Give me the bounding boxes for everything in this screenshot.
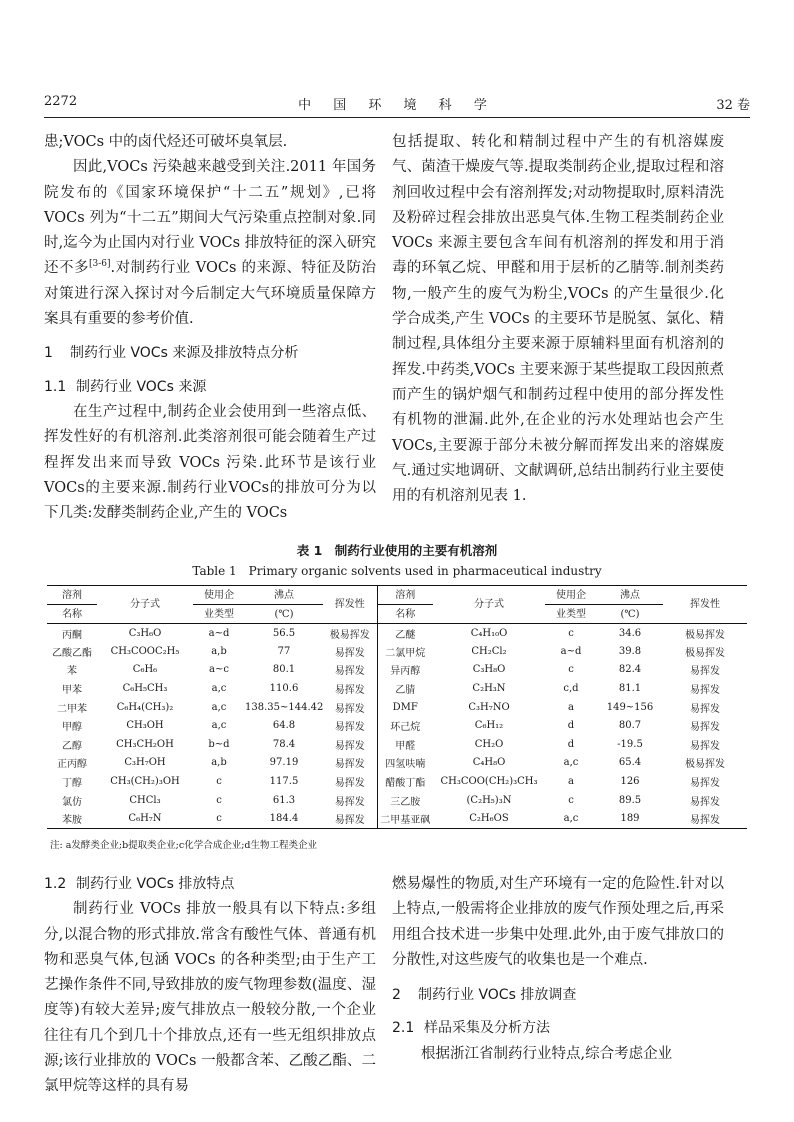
table-row — [47, 754, 747, 773]
table-cell-boiling-point: 64.8 — [272, 720, 296, 732]
table-row — [47, 624, 747, 643]
table-cell-usage-type: a — [568, 701, 574, 713]
table-cell-boiling-point: 77 — [277, 645, 291, 657]
section-heading-2-1: 2.1 样品采集及分析方法 — [392, 1020, 550, 1037]
table-cell-formula: C₆H₅CH₃ — [122, 683, 168, 695]
table-cell-solvent-name: 丙酮 — [62, 629, 82, 641]
table-cell-volatility: 易挥发 — [690, 722, 720, 734]
table-cell-formula: C₆H₇N — [128, 812, 162, 824]
table-cell-boiling-point: 126 — [620, 776, 640, 788]
table-cell-solvent-name: 三乙胺 — [390, 796, 421, 808]
table-cell-solvent-name: 异丙醇 — [390, 666, 421, 678]
table-cell-boiling-point: 97.19 — [269, 757, 299, 769]
table-cell-solvent-name: 甲醇 — [62, 722, 82, 734]
table-cell-usage-type: d — [567, 738, 575, 750]
table-cell-volatility: 易挥发 — [690, 740, 720, 752]
table-cell-usage-type: c — [568, 794, 574, 806]
table-cell-boiling-point: 81.1 — [618, 683, 642, 695]
table-cell-solvent-name: 乙腈 — [395, 685, 416, 697]
paragraph: 燃易爆性的物质,对生产环境有一定的危险性.针对以上特点,一般需将企业排放的废气作预处理之后,再采用组合技术进一步集中处理.此外,由于废气排放口的分散性,对这些废气的收集也是一个难点. — [392, 876, 724, 968]
header-rule — [44, 117, 750, 118]
table-note: 注: a发酵类企业;b提取类企业;c化学合成企业;d生物工程类企业 — [50, 840, 317, 851]
running-header — [44, 94, 750, 114]
table-cell-volatility: 极易挥发 — [685, 759, 725, 771]
table-cell-usage-type: d — [567, 720, 575, 732]
table-cell-boiling-point: -19.5 — [617, 738, 643, 750]
table-cell-volatility: 易挥发 — [690, 778, 720, 790]
table-cell-volatility: 极易挥发 — [685, 629, 725, 641]
table-cell-formula: C₆H₁₂ — [474, 720, 504, 732]
table-cell-usage-type: a,c — [211, 683, 227, 695]
table-cell-formula: CH₂Cl₂ — [471, 645, 507, 657]
table-cell-formula: C₂H₃N — [472, 683, 506, 695]
table-cell-boiling-point: 89.5 — [618, 794, 642, 806]
section-heading-1: 1 制药行业 VOCs 来源及排放特点分析 — [44, 345, 299, 362]
table-cell-volatility: 易挥发 — [323, 679, 377, 698]
table-cell-usage-type: a,c — [211, 720, 227, 732]
table-cell-usage-type: a,b — [211, 645, 227, 657]
table-row — [47, 716, 747, 735]
table-cell-solvent-name: 乙醚 — [395, 629, 416, 641]
table-cell-volatility: 易挥发 — [690, 666, 720, 678]
table-cell-usage-type: a~c — [209, 664, 229, 676]
table-cell-formula: CH₃(CH₂)₃OH — [110, 776, 180, 788]
table-row — [47, 809, 747, 828]
table-cell-formula: CH₃COO(CH₂)₃CH₃ — [440, 776, 538, 788]
table-cell-formula: CH₃COOC₂H₅ — [110, 645, 180, 657]
solvents-table: 溶剂 分子式 使用企 沸点 挥发性 溶剂 分子式 使用企 沸点 挥发性 名称 业类型 (℃) 名称 业类型 (℃) 丙酮 C₃H₆O a~d 56.5 极易挥发 乙醚 C₄H₁₀O c 34.6 极易挥发 乙酸乙酯 CH₃COOC₂H₅ a,b 77 易挥发 二氯甲烷 CH₂Cl₂ a~d 39.8 极易挥发 苯 C₆H₆ a~c 80.1 易挥发 异丙醇 C₃H₈O c 82.4 易挥发 甲苯 C₆H₅CH₃ a,c 110.6 易挥发 乙腈 C₂H₃N c,d 81.1 易挥发 二甲苯 C₆H₄(CH₃)₂ a,c 138.35~144.42 易挥发 DMF C₃H₇NO a 149~156 易挥发 甲醇 CH₃OH a,c 64.8 易挥发 环己烷 C₆H₁₂ d 80.7 易挥发 乙醇 CH₃CH₂OH b~d 78.4 易挥发 甲醛 CH₂O d -19.5 易挥发 正丙醇 C₃H₇OH a,b 97.19 易挥发 四氢呋喃 C₄H₈O a,c 65.4 极易挥发 丁醇 CH₃(CH₂)₃OH c 117.5 易挥发 醋酸丁酯 CH₃COO(CH₂)₃CH₃ a 126 易挥发 氯仿 CHCl₃ c 61.3 易挥发 三乙胺 (C₂H₅)₃N c 89.5 易挥发 苯胺 C₆H₇N c 184.4 易挥发 二甲基亚砜 C₂H₆OS a,c 189 易挥发 — [47, 585, 747, 829]
table-cell-formula: CH₃OH — [126, 720, 164, 732]
table-cell-formula: C₃H₆O — [128, 627, 162, 639]
table-cell-volatility: 易挥发 — [323, 772, 377, 791]
table-cell-volatility: 易挥发 — [323, 809, 377, 828]
section-heading-2: 2 制药行业 VOCs 排放调查 — [392, 987, 577, 1004]
table-cell-formula: (C₂H₅)₃N — [466, 794, 512, 806]
table-cell-boiling-point: 34.6 — [618, 627, 642, 639]
table-cell-boiling-point: 65.4 — [618, 757, 642, 769]
left-column-top — [44, 130, 376, 526]
table-cell-usage-type: c,d — [563, 683, 579, 695]
table-cell-boiling-point: 39.8 — [618, 645, 642, 657]
table-cell-solvent-name: 乙酸乙酯 — [52, 647, 92, 659]
paragraph: 在生产过程中,制药企业会使用到一些溶点低、挥发性好的有机溶剂.此类溶剂很可能会随着生产过程挥发出来而导致 VOCs 污染.此环节是该行业VOCs的主要来源.制药行业VOCs的排放可分为以下几类:发酵类制药企业,产生的 VOCs — [44, 403, 376, 522]
table-cell-usage-type: a,c — [563, 757, 579, 769]
table-cell-usage-type: a — [568, 776, 574, 788]
left-column-bottom — [44, 872, 376, 1100]
table-cell-usage-type: c — [216, 776, 222, 788]
table-title-en: Table 1 Primary organic solvents used in pharmaceutical industry — [192, 564, 602, 578]
table-cell-volatility: 易挥发 — [323, 716, 377, 735]
table-cell-boiling-point: 61.3 — [272, 794, 296, 806]
table-cell-solvent-name: 苯胺 — [62, 814, 82, 826]
section-heading-1-2: 1.2 制药行业 VOCs 排放特点 — [44, 876, 235, 892]
table-cell-usage-type: a,c — [563, 812, 579, 824]
table-cell-volatility: 易挥发 — [690, 685, 720, 697]
table-cell-boiling-point: 189 — [620, 812, 640, 824]
table-cell-solvent-name: 氯仿 — [62, 796, 82, 808]
table-row — [47, 735, 747, 754]
paragraph: 包括提取、转化和精制过程中产生的有机溶媒废气、菌渣干燥废气等.提取类制药企业,提取过程和溶剂回收过程中会有溶剂挥发;对动物提取时,原料清洗及粉碎过程会排放出恶臭气体.生物工程类制药企业 VOCs 来源主要包含车间有机溶剂的挥发和用于消毒的环氧乙烷、甲醛和用于层析的乙腈等.制剂类药物,一般产生的废气为粉尘,VOCs 的产生量很少.化学合成类,产生 VOCs 的主要环节是脱氢、氯化、精制过程,具体组分主要来源于原辅料里面有机溶剂的挥发.中药类,VOCs 主要来源于某些提取工段因煎煮而产生的锅炉烟气和制药过程中使用的部分挥发性有机物的泄漏.此外,在企业的污水处理站也会产生VOCs,主要源于部分未被分解而挥发出来的溶媒废气.通过实地调研、文献调研,总结出制药行业主要使用的有机溶剂见表 1. — [392, 134, 724, 505]
paragraph: 制药行业 VOCs 排放一般具有以下特点:多组分,以混合物的形式排放.常含有酸性气体、普通有机物和恶臭气体,包涵 VOCs 的各种类型;由于生产工艺操作条件不同,导致排放的废气物理参数(温度、湿度等)有较大差异;废气排放点一般较分散,一个企业往往有几个到几十个排放点,还有一些无组织排放点源;该行业排放的 VOCs 一般都含苯、乙酸乙酯、二氯甲烷等这样的具有易 — [44, 901, 376, 1095]
table-cell-formula: C₆H₆ — [132, 664, 158, 676]
paragraph: 患;VOCs 中的卤代烃还可破坏臭氧层. — [44, 134, 288, 150]
table-cell-volatility: 极易挥发 — [323, 624, 377, 643]
table-row — [47, 642, 747, 661]
table-cell-boiling-point: 78.4 — [272, 738, 296, 750]
table-cell-volatility: 易挥发 — [323, 791, 377, 810]
table-cell-volatility: 易挥发 — [323, 735, 377, 754]
table-cell-usage-type: a~d — [560, 645, 582, 657]
right-column-bottom — [392, 872, 724, 1067]
table-cell-solvent-name: DMF — [392, 701, 418, 713]
table-row — [47, 772, 747, 791]
table-cell-boiling-point: 138.35~144.42 — [245, 701, 323, 713]
table-cell-volatility: 易挥发 — [690, 796, 720, 808]
table-cell-volatility: 易挥发 — [323, 754, 377, 773]
table-title-zh: 表 1 制药行业使用的主要有机溶剂 — [296, 543, 498, 558]
table-cell-usage-type: c — [216, 794, 222, 806]
table-cell-volatility: 易挥发 — [323, 661, 377, 680]
table-cell-formula: C₆H₄(CH₃)₂ — [116, 701, 174, 713]
table-cell-solvent-name: 二氯甲烷 — [385, 647, 426, 659]
table-cell-boiling-point: 80.1 — [272, 664, 296, 676]
table-cell-solvent-name: 甲苯 — [62, 685, 82, 697]
table-cell-formula: C₃H₇NO — [468, 701, 510, 713]
page-number: 2272 — [44, 94, 78, 109]
table-cell-boiling-point: 80.7 — [618, 720, 642, 732]
section-heading-1-1: 1.1 制药行业 VOCs 来源 — [44, 378, 207, 395]
table-cell-solvent-name: 二甲基亚砜 — [380, 814, 431, 826]
table-cell-boiling-point: 149~156 — [606, 701, 654, 713]
table-cell-formula: C₄H₁₀O — [470, 627, 508, 639]
table-cell-volatility: 极易挥发 — [685, 647, 725, 659]
table-cell-usage-type: b~d — [208, 738, 230, 750]
table-cell-volatility: 易挥发 — [690, 814, 720, 826]
table-cell-solvent-name: 苯 — [67, 666, 77, 678]
table-cell-formula: C₃H₇OH — [124, 757, 166, 769]
table-cell-formula: C₂H₆OS — [469, 812, 509, 824]
table-cell-boiling-point: 110.6 — [269, 683, 299, 695]
table-row — [47, 661, 747, 680]
table-cell-formula: C₃H₈O — [472, 664, 506, 676]
table-cell-solvent-name: 环己烷 — [390, 722, 421, 734]
table-cell-solvent-name: 丁醇 — [62, 778, 82, 790]
table-cell-solvent-name: 正丙醇 — [57, 759, 87, 771]
table-cell-usage-type: c — [568, 627, 574, 639]
table-cell-boiling-point: 82.4 — [618, 664, 642, 676]
table-cell-solvent-name: 乙醇 — [62, 740, 82, 752]
table-cell-volatility: 易挥发 — [323, 642, 377, 661]
paragraph: 根据浙江省制药行业特点,综合考虑企业 — [421, 1045, 673, 1062]
table-cell-formula: CHCl₃ — [129, 794, 161, 806]
table-cell-volatility: 易挥发 — [690, 703, 720, 715]
table-cell-formula: CH₂O — [474, 738, 504, 750]
table-cell-formula: CH₃CH₂OH — [116, 738, 174, 750]
table-row — [47, 679, 747, 698]
paragraph: 因此,VOCs 污染越来越受到关注.2011 年国务院发布的《国家环境保护“十二五”规划》,已将 VOCs 列为“十二五”期间大气污染重点控制对象.同时,迄今为止国内对行业 VOCs 排放特征的深入研究还不多[3-6].对制药行业 VOCs 的来源、特征及防治对策进行深入探讨对今后制定大气环境质量保障方案具有重要的参考价值. — [44, 159, 377, 328]
table-cell-usage-type: a,c — [211, 701, 227, 713]
table-cell-boiling-point: 184.4 — [269, 812, 299, 824]
table-cell-boiling-point: 117.5 — [269, 776, 299, 788]
table-cell-boiling-point: 56.5 — [272, 627, 296, 639]
journal-title: 中 国 环 境 科 学 — [298, 98, 496, 113]
table-cell-volatility: 易挥发 — [323, 698, 377, 717]
table-row — [47, 791, 747, 810]
table-cell-solvent-name: 四氢呋喃 — [385, 759, 426, 771]
table-cell-usage-type: c — [216, 812, 222, 824]
citation: [3-6] — [89, 259, 111, 270]
table-cell-solvent-name: 醋酸丁酯 — [385, 778, 426, 790]
volume-label: 32 卷 — [716, 98, 750, 113]
table-cell-usage-type: a,b — [211, 757, 227, 769]
right-column-top — [392, 130, 724, 509]
table-cell-usage-type: c — [568, 664, 574, 676]
table-cell-solvent-name: 二甲苯 — [57, 703, 87, 715]
table-cell-solvent-name: 甲醛 — [395, 740, 416, 752]
table-cell-formula: C₄H₈O — [472, 757, 506, 769]
table-row — [47, 698, 747, 717]
table-cell-usage-type: a~d — [208, 627, 230, 639]
